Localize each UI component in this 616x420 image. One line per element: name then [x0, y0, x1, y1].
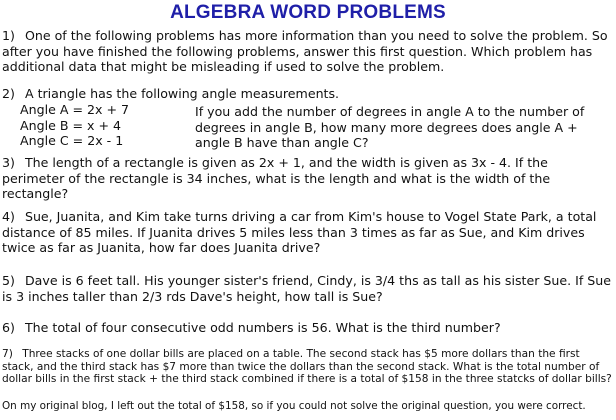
- page-title: ALGEBRA WORD PROBLEMS: [170, 2, 446, 23]
- question-2-text: If you add the number of degrees in angle A to the number of degrees in angle B, how many more degrees does angle A + angle B have than angle C?: [195, 104, 585, 150]
- question-4-text: Sue, Juanita, and Kim take turns driving a car from Kim's house to Vogel State Park, a total distance of 85 miles. If Juanita drives 5 miles less than 3 times as far as Sue, and Kim drives twice as far as Juanita, how far does Juanita drive?: [2, 209, 597, 255]
- angle-a: Angle A = 2x + 7: [20, 102, 130, 117]
- author-note: On my original blog, I left out the total of $158, so if you could not solve the original question, you were correct.: [2, 400, 586, 412]
- angle-list: [20, 102, 190, 149]
- question-4: [2, 209, 614, 256]
- question-7-number: 7): [2, 348, 13, 360]
- question-5-number: 5): [2, 273, 15, 288]
- question-2-intro: [2, 86, 614, 102]
- question-7: [2, 348, 614, 386]
- question-2-intro-text: A triangle has the following angle measurements.: [24, 86, 340, 101]
- question-2-number: 2): [2, 86, 15, 101]
- question-1-text: One of the following problems has more information than you need to solve the problem. So after you have finished the following problems, answer this first question. Which problem has additional data that might be misleading if used to solve the problem.: [2, 28, 608, 74]
- question-1: [2, 28, 614, 75]
- question-5-text: Dave is 6 feet tall. His younger sister's friend, Cindy, is 3/4 ths as tall as his sister Sue. If Sue is 3 inches taller than 2/3 rds Dave's height, how tall is Sue?: [2, 273, 612, 304]
- question-7-text: Three stacks of one dollar bills are placed on a table. The second stack has $5 more dollars than the first stack, and the third stack has $7 more than twice the dollars than the second stack. What is the total number of dollar bills in the first stack + the third stack combined if there is a total of $158 in the three statcks of dollar bills?: [2, 348, 612, 386]
- question-5: [2, 273, 614, 304]
- question-6-number: 6): [2, 320, 15, 335]
- question-3-number: 3): [2, 155, 15, 170]
- angle-c: Angle C = 2x - 1: [20, 133, 124, 148]
- question-4-number: 4): [2, 209, 15, 224]
- angle-b: Angle B = x + 4: [20, 117, 122, 133]
- question-1-number: 1): [2, 28, 15, 43]
- question-6: [2, 320, 614, 336]
- question-3-text: The length of a rectangle is given as 2x + 1, and the width is given as 3x - 4. If the perimeter of the rectangle is 34 inches, what is the length and what is the width of the rectangle?: [2, 155, 551, 201]
- question-3: [2, 155, 614, 202]
- question-6-text: The total of four consecutive odd numbers is 56. What is the third number?: [24, 320, 501, 335]
